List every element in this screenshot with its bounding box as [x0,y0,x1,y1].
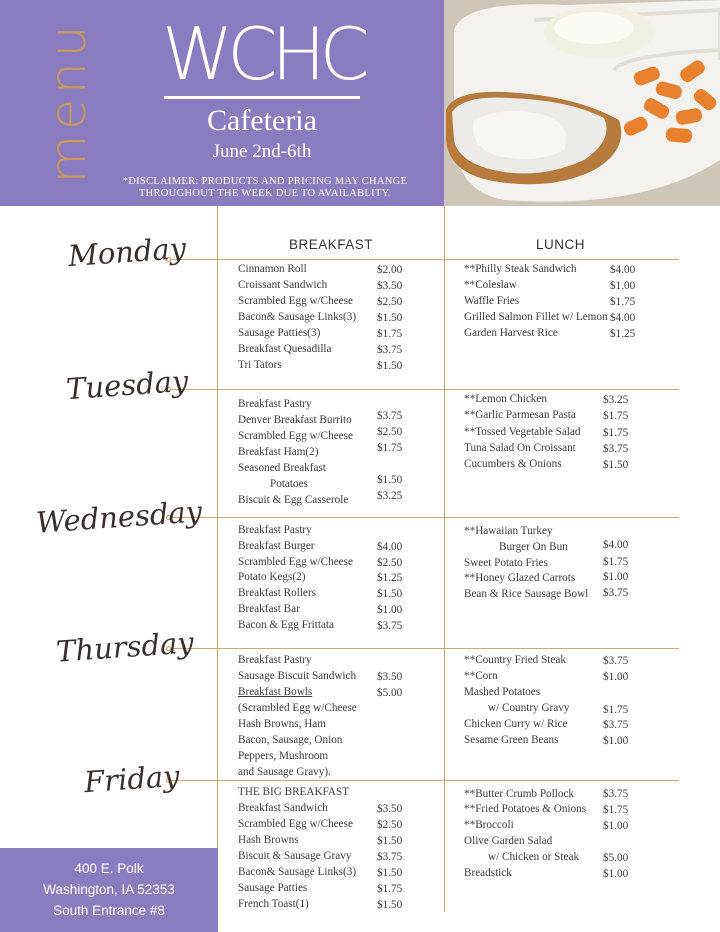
list-item: **Lemon Chicken [464,393,547,405]
list-item: Grilled Salmon Fillet w/ Lemon [464,311,608,323]
item-price: $1.75 [377,883,403,895]
list-item: Biscuit & Egg Casserole [238,494,349,506]
divider-day-column [217,206,218,848]
day-thursday: Thursday [54,625,195,669]
day-friday: Friday [82,758,181,800]
list-item: **Country Fried Steak [464,654,566,666]
day-monday: Monday [66,230,188,274]
row-line-wednesday [170,517,679,518]
item-price: $3.25 [377,490,403,502]
item-price: $1.75 [610,296,636,308]
day-tuesday: Tuesday [64,363,190,407]
list-item: Breakfast Pastry [238,398,312,410]
list-item: **Philly Steak Sandwich [464,263,577,275]
list-item: French Toast(1) [238,898,309,910]
item-price: $2.00 [377,264,403,276]
divider-breakfast-lunch [444,206,445,912]
list-item: Tuna Salad On Croissant [464,442,576,454]
list-item: Croissant Sandwich [238,279,328,291]
item-price: $3.75 [377,620,403,632]
item-price: $3.50 [377,280,403,292]
address-line-2: Washington, IA 52353 [43,882,175,897]
wchc-logo: WCHC [162,12,364,96]
item-price: $3.25 [603,394,629,406]
menu-vertical-word [20,12,116,192]
date-range: June 2nd-6th [212,141,312,162]
item-price: $4.00 [603,539,629,551]
row-line-tuesday [170,389,679,390]
item-price: $1.50 [377,312,403,324]
item-price: $3.50 [377,803,403,815]
list-item: Bacon & Egg Frittata [238,619,335,631]
list-item: Cucumbers & Onions [464,458,562,470]
list-item: Breakfast Rollers [238,587,316,599]
list-item: **Hawaiian Turkey [464,525,553,537]
list-item: Breakfast Ham(2) [238,446,319,458]
list-item: w/ Chicken or Steak [488,851,580,863]
list-item: Denver Breakfast Burrito [238,414,352,426]
address-line-1: 400 E. Polk [74,861,144,876]
item-price: $3.75 [377,344,403,356]
item-price: $1.00 [603,735,629,747]
list-item: Potato Kegs(2) [238,571,306,583]
list-item: Waffle Fries [464,295,520,307]
list-item: Breakfast Pastry [238,654,312,666]
item-price: $1.50 [377,474,403,486]
list-item: Bacon& Sausage Links(3) [238,311,357,323]
item-price: $1.75 [603,704,629,716]
list-item: Chicken Curry w/ Rice [464,718,568,730]
item-price: $1.50 [603,459,629,471]
item-price: $2.50 [377,296,403,308]
list-item: Breakfast Bar [238,603,300,615]
item-price: $1.75 [603,804,629,816]
list-item: w/ Country Gravy [488,702,570,714]
list-item: (Scrambled Egg w/Cheese [238,702,357,714]
item-price: $5.00 [603,852,629,864]
list-item: Scrambled Egg w/Cheese [238,556,353,568]
list-item: Bacon& Sausage Links(3) [238,866,357,878]
list-item: THE BIG BREAKFAST [238,786,350,798]
disclaimer-line-1: *DISCLAIMER: PRODUCTS AND PRICING MAY CHANGE [122,176,408,187]
list-item: Hash Browns, Ham [238,718,326,730]
food-tray-illustration [444,0,720,206]
list-item: Sausage Biscuit Sandwich [238,670,357,682]
food-photo [444,0,720,206]
list-item: Sweet Potato Fries [464,557,548,569]
item-price: $3.75 [603,655,629,667]
day-wednesday: Wednesday [35,494,204,540]
list-item: Breadstick [464,867,512,879]
lunch-heading: LUNCH [536,237,586,252]
list-item: Scrambled Egg w/Cheese [238,430,353,442]
list-item: Hash Browns [238,834,299,846]
list-item: Biscuit & Sausage Gravy [238,850,352,862]
row-line-thursday [170,648,679,649]
item-price: $3.75 [377,410,403,422]
item-price: $1.75 [603,427,629,439]
list-item: and Sausage Gravy). [238,766,331,778]
list-item: Breakfast Quesadilla [238,343,332,355]
item-price: $1.00 [377,604,403,616]
list-item: **Broccoli [464,819,514,831]
list-item: **Coleslaw [464,279,517,291]
list-item: **Corn [464,670,498,682]
disclaimer [100,176,430,200]
list-item: **Fried Potatoes & Onions [464,803,587,815]
list-item: **Butter Crumb Pollock [464,788,575,800]
address-block [0,848,218,932]
item-price: $5.00 [377,687,403,699]
item-price: $1.50 [377,899,403,911]
item-price: $1.50 [377,360,403,372]
item-price: $1.75 [603,556,629,568]
list-item: Breakfast Sandwich [238,802,328,814]
list-item: Burger On Bun [499,541,568,553]
item-price: $2.50 [377,426,403,438]
list-item: Peppers, Mushroom [238,750,329,762]
item-price: $1.50 [377,588,403,600]
item-price: $1.50 [377,835,403,847]
list-item: Olive Garden Salad [464,835,553,847]
list-item: Breakfast Pastry [238,524,312,536]
address-line-3: South Entrance #8 [53,903,165,918]
item-price: $1.50 [377,867,403,879]
list-item: Sesame Green Beans [464,734,559,746]
list-item: Mashed Potatoes [464,686,541,698]
item-price: $4.00 [377,541,403,553]
item-price: $1.75 [377,328,403,340]
disclaimer-line-2: THROUGHOUT THE WEEK DUE TO AVAILABLITY. [138,188,392,199]
breakfast-heading: BREAKFAST [289,237,374,252]
list-item: Scrambled Egg w/Cheese [238,818,353,830]
item-price: $1.75 [377,442,403,454]
row-line-friday [170,780,679,781]
list-item: Sausage Patties [238,882,308,894]
list-item: Scrambled Egg w/Cheese [238,295,353,307]
list-item: Breakfast Bowls [238,686,313,698]
item-price: $1.00 [603,571,629,583]
list-item: Sausage Patties(3) [238,327,321,339]
item-price: $2.50 [377,819,403,831]
header-banner [0,0,444,206]
item-price: $1.25 [377,572,403,584]
list-item: Potatoes [270,478,308,490]
list-item: Seasoned Breakfast [238,462,326,474]
list-item: **Tossed Vegetable Salad [464,426,581,438]
item-price: $3.75 [603,587,629,599]
item-price: $4.00 [610,264,636,276]
list-item: **Garlic Parmesan Pasta [464,409,576,421]
list-item: Tri Tators [238,359,282,371]
item-price: $3.75 [603,719,629,731]
list-item: Garden Harvest Rice [464,327,558,339]
logo-underline [164,96,360,99]
item-price: $2.50 [377,557,403,569]
page-title: Cafeteria [207,104,317,137]
item-price: $1.00 [603,868,629,880]
list-item: **Honey Glazed Carrots [464,572,576,584]
item-price: $4.00 [610,312,636,324]
item-price: $3.75 [603,788,629,800]
item-price: $3.50 [377,671,403,683]
row-line-monday [170,259,679,260]
item-price: $1.00 [610,280,636,292]
item-price: $1.00 [603,820,629,832]
list-item: Bean & Rice Sausage Bowl [464,588,589,600]
list-item: Bacon, Sausage, Onion [238,734,343,746]
list-item: Breakfast Burger [238,540,315,552]
item-price: $3.75 [603,443,629,455]
item-price: $1.00 [603,671,629,683]
item-price: $1.75 [603,410,629,422]
list-item: Cinnamon Roll [238,263,307,275]
item-price: $3.75 [377,851,403,863]
menu-word-text: menu [39,20,97,184]
item-price: $1.25 [610,328,636,340]
